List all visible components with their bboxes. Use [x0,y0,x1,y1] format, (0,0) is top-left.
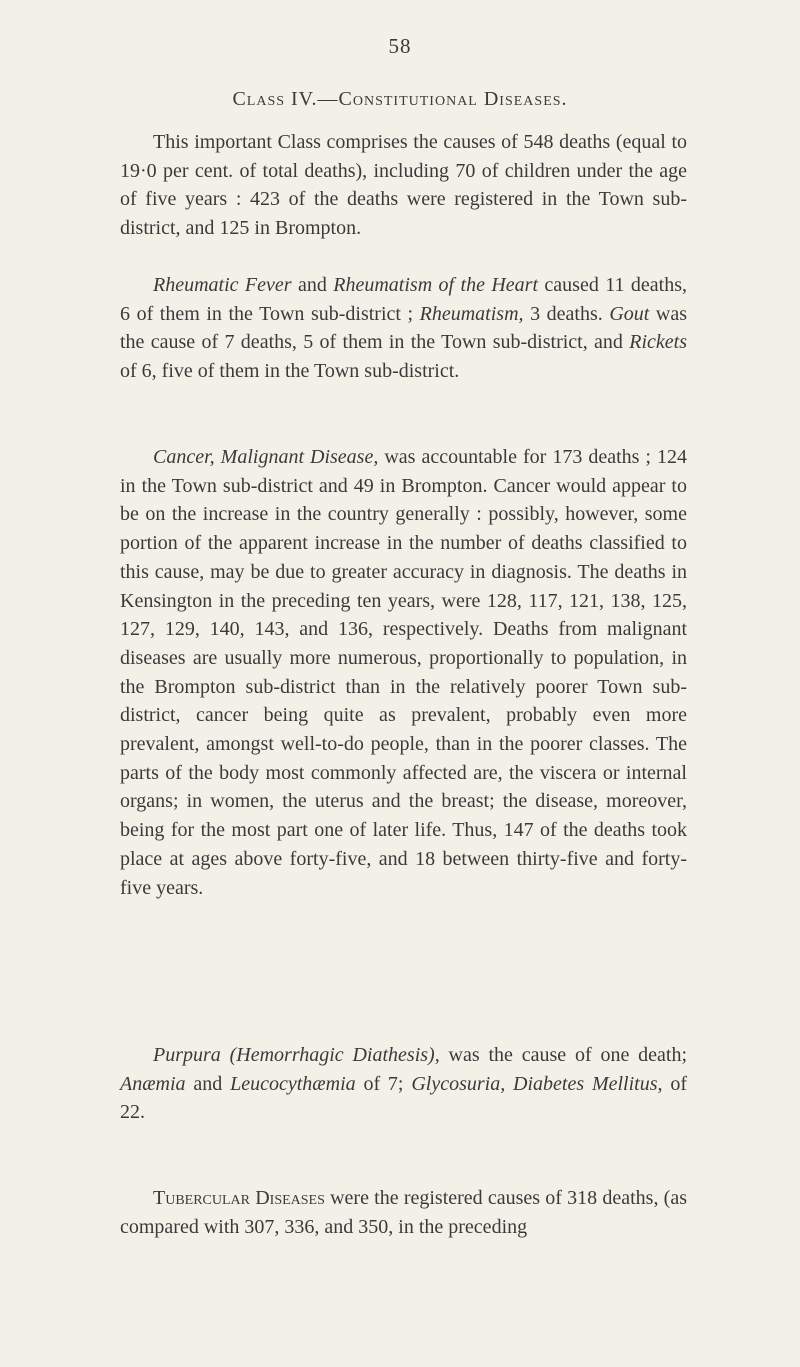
paragraph-cancer [120,443,687,902]
text-run: and [185,1072,231,1095]
text-run: Tubercular Diseases [153,1187,325,1209]
text-run: Rheumatic Fever [153,274,292,296]
page-number: 58 [388,34,412,58]
text-run: Glycosuria, Diabetes Mellitus, [411,1072,663,1095]
text-run: of 7; [355,1072,412,1095]
section-heading: Class IV.—Constitutional Diseases. [232,88,568,110]
text-run: of 22. [120,1072,687,1124]
text-run: This important Class comprises the causes of 548 deaths (equal to 19·0 per cent. of total deaths), including 70 of children under the age of five years : 423 of the deaths were registered in the Town sub-district, and 125 in Brompton. [120,131,687,240]
paragraph-intro [120,128,687,243]
text-run: Purpura (Hemorrhagic Diathesis), [153,1044,440,1066]
text-run: Cancer, Malignant Disease, [153,446,379,468]
text-run: caused 11 deaths, 6 of them in the Town sub-district ; [120,274,687,325]
text-run: Rheumatism, [419,302,524,325]
text-run: were the registered causes of 318 deaths, (as compared with 307, 336, and 350, in the preceding [120,1187,687,1238]
text-run: Gout [609,302,650,325]
paragraph-purpura [120,1041,687,1127]
text-run: Rheumatism of the Heart [333,274,539,296]
text-run: 3 deaths. [523,302,610,325]
text-run: was the cause of one death; [439,1044,688,1066]
paragraph-tubercular [120,1184,687,1241]
text-run: was accountable for 173 deaths ; 124 in the Town sub-district and 49 in Brompton. Cancer would appear to be on the increase in the country generally : possibly, however, some portion of the apparent increase in the number of deaths classified to this cause, may be due to greater accuracy in diagnosis. The deaths in Kensington in the preceding ten years, were 128, 117, 121, 138, 125, 127, 129, 140, 143, and 136, respectively. Deaths from malignant diseases are usually more numerous, proportionally to population, in the Brompton sub-district than in the relatively poorer Town sub-district, cancer being quite as prevalent, probably even more prevalent, amongst well-to-do people, than in the poorer classes. The parts of the body most commonly affected are, the viscera or internal organs; in women, the uterus and the breast; the disease, moreover, being for the most part one of later life. Thus, 147 of the deaths took place at ages above forty-five, and 18 between thirty-five and forty-five years. [120,446,688,899]
text-run: Anæmia [120,1072,186,1095]
text-run: Rickets [629,331,687,354]
paragraph-rheumatic [120,271,687,386]
text-run: Leucocythæmia [230,1072,356,1095]
text-run: was the cause of 7 deaths, 5 of them in the Town sub-district, and [120,302,687,354]
text-run: and [291,274,334,296]
text-run: of 6, five of them in the Town sub-district. [120,360,460,383]
